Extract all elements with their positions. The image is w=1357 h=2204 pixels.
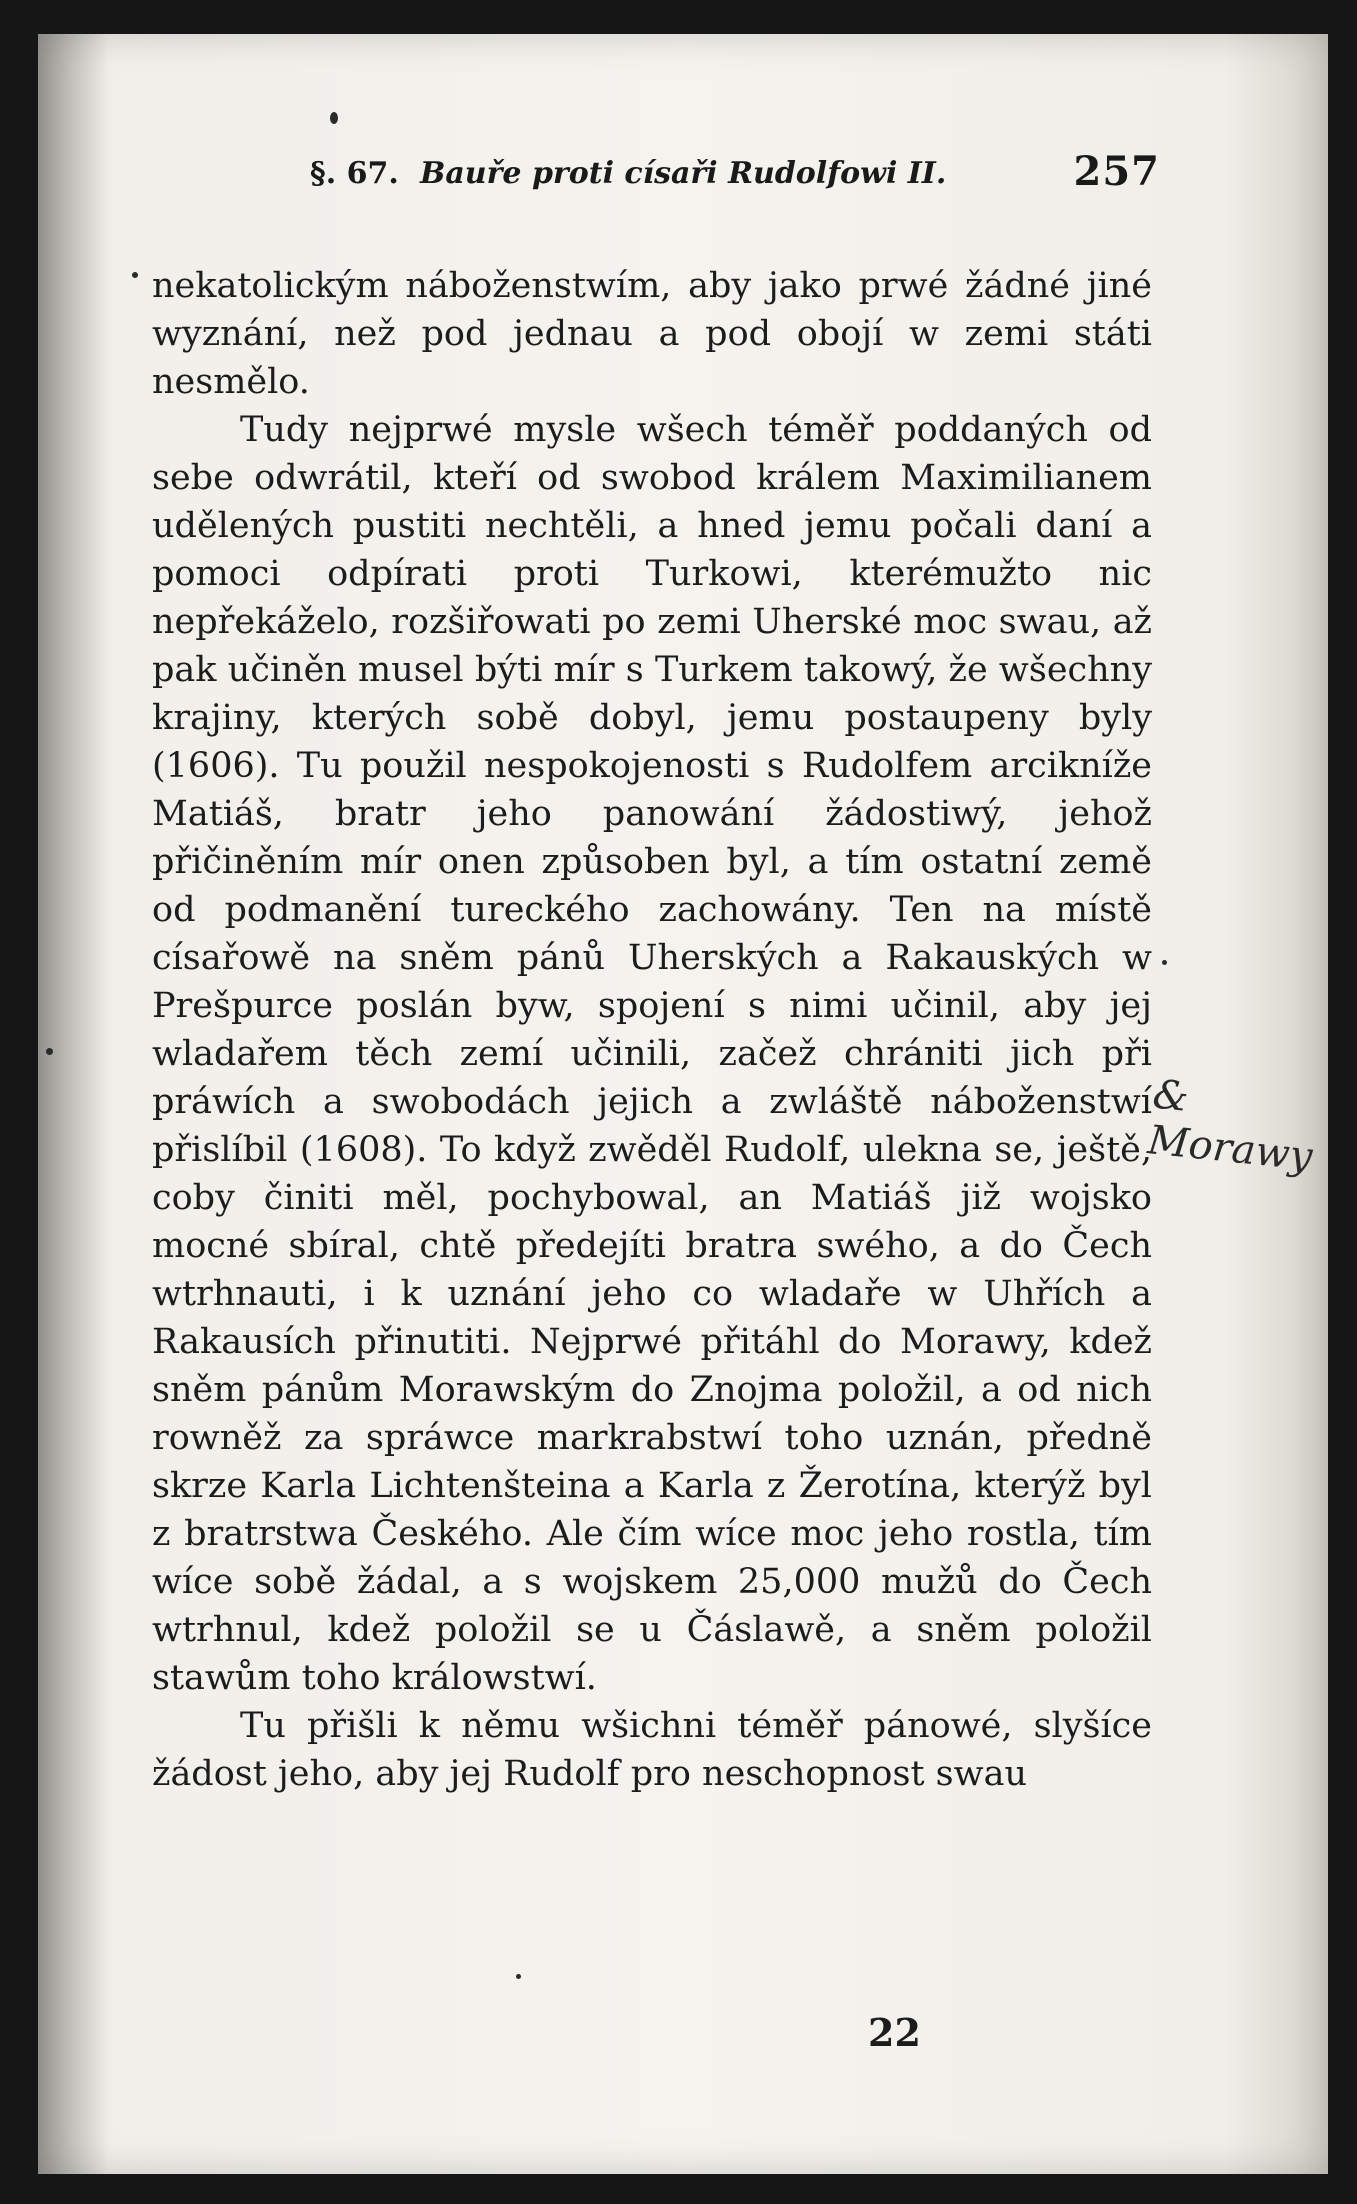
paragraph: Tudy nejprwé mysle wšech téměř poddaných od sebe odwrátil, kteří od swobod králem Maximilianem udělených pustiti nechtěli, a hned jemu počali daní a pomoci odpírati proti Turkowi, kterémužto nic nepřekáželo, rozšiřowati po zemi Uherské moc swau, až pak učiněn musel býti mír s Turkem takowý, že wšechny krajiny, kterých sobě dobyl, jemu postaupeny byly (1606). Tu použil nespokojenosti s Rudolfem arcikníže Matiáš, bratr jeho panowání žádostiwý, jehož přičiněním mír onen způsoben byl, a tím ostatní země od podmanění tureckého zachowány. Ten na místě císařowě na sněm pánů Uherských a Rakauských w Prešpurce poslán byw, spojení s nimi učinil, aby jej wladařem těch zemí učinili, začež chrániti jich při práwích a swobodách jejich a zwláště náboženstwí přislíbil (1608). To když zwěděl Rudolf, ulekna se, ještě, coby činiti měl, pochybowal, an Matiáš již wojsko mocné sbíral, chtě předejíti bratra swého, a do Čech wtrhnauti, i k uznání jeho co wladaře w Uhřích a Rakausích přinutiti. Nejprwé přitáhl do Morawy, kdež sněm pánům Morawským do Znojma položil, a od nich rowněž za spráwce markrabstwí toho uznán, předně skrze Karla Lichtenšteina a Karla z Žerotína, kterýž byl z bratrstwa Českého. Ale čím wíce moc jeho rostla, tím wíce sobě žádal, a s wojskem 25,000 mužů do Čech wtrhnul, kdež položil se u Čáslawě, a sněm položil stawům toho králowstwí. [152, 410, 1152, 1698]
ink-speck [330, 112, 338, 124]
running-title: Bauře proti císaři Rudolfowi II. [420, 156, 947, 191]
ink-speck [132, 272, 138, 278]
ink-speck [516, 1974, 521, 1979]
running-header [310, 148, 1160, 208]
page-number: 257 [1073, 148, 1160, 195]
handwritten-margin-note: & Morawy [1145, 1071, 1315, 1181]
signature-mark: 22 [868, 2010, 921, 2055]
ink-speck [46, 1048, 53, 1055]
ink-speck [1162, 960, 1167, 965]
paragraph: Tu přišli k němu wšichni téměř pánowé, slyšíce žádost jeho, aby jej Rudolf pro neschopnost swau [152, 1706, 1152, 1794]
gutter-shadow [38, 34, 108, 2174]
paragraph-continuation: nekatolickým náboženstwím, aby jako prwé žádné jiné wyznání, než pod jednau a pod obojí w zemi státi nesmělo. [152, 266, 1152, 402]
body-text [152, 262, 1152, 1798]
section-number: §. 67. [310, 156, 399, 191]
